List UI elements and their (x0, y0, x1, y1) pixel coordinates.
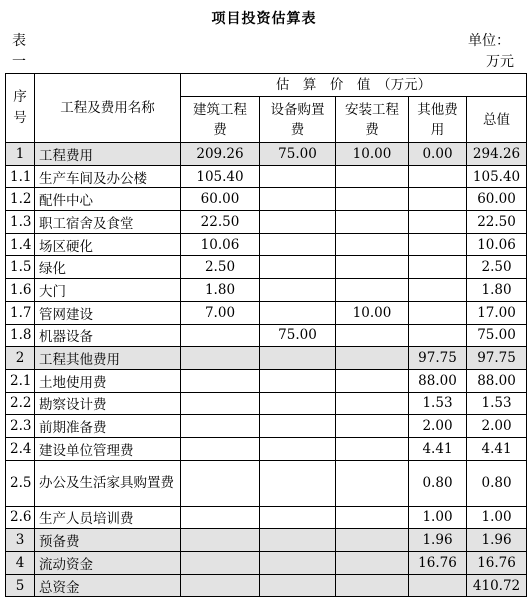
cell-installation (336, 165, 409, 188)
table-row (6, 233, 527, 256)
cell-total: 2.00 (467, 415, 527, 438)
cell-construction: 10.06 (181, 233, 260, 256)
table-row (6, 301, 527, 324)
cell-total: 16.76 (467, 552, 527, 575)
cell-total: 1.00 (467, 506, 527, 529)
cell-total: 410.72 (467, 574, 527, 597)
header-other: 其他费用 (409, 97, 467, 143)
header-name: 工程及费用名称 (35, 74, 181, 143)
cell-installation: 10.00 (336, 301, 409, 324)
cell-total: 75.00 (467, 324, 527, 347)
cell-total: 1.96 (467, 529, 527, 552)
row-seq: 2.6 (6, 506, 35, 529)
row-name: 场区硬化 (35, 233, 181, 256)
cell-construction: 2.50 (181, 256, 260, 279)
table-row (6, 574, 527, 597)
cell-other: 0.00 (409, 143, 467, 166)
row-name: 办公及生活家具购置费 (35, 460, 181, 506)
cell-total: 1.80 (467, 279, 527, 302)
header-equipment: 设备购置费 (260, 97, 336, 143)
table-label-line-2: 一 (12, 54, 26, 70)
row-seq: 2.3 (6, 415, 35, 438)
unit-label-line-2: 万元 (486, 54, 514, 70)
table-label (12, 31, 26, 73)
table-row (6, 279, 527, 302)
cell-equipment (260, 256, 336, 279)
table-row (6, 552, 527, 575)
cell-other: 97.75 (409, 347, 467, 370)
cell-equipment (260, 415, 336, 438)
cell-equipment: 75.00 (260, 143, 336, 166)
cell-installation (336, 256, 409, 279)
cell-total: 88.00 (467, 369, 527, 392)
investment-estimate-table (5, 73, 527, 597)
table-row (6, 369, 527, 392)
cell-construction (181, 552, 260, 575)
cell-other (409, 574, 467, 597)
table-row (6, 529, 527, 552)
row-seq: 2 (6, 347, 35, 370)
row-seq: 2.5 (6, 460, 35, 506)
cell-other (409, 211, 467, 234)
cell-construction (181, 437, 260, 460)
cell-other (409, 256, 467, 279)
row-seq: 1.2 (6, 188, 35, 211)
cell-installation (336, 233, 409, 256)
row-seq: 3 (6, 529, 35, 552)
row-name: 机器设备 (35, 324, 181, 347)
cell-construction (181, 369, 260, 392)
cell-installation (336, 460, 409, 506)
cell-total: 1.53 (467, 392, 527, 415)
row-name: 工程费用 (35, 143, 181, 166)
cell-other: 1.00 (409, 506, 467, 529)
row-name: 土地使用费 (35, 369, 181, 392)
table-row (6, 392, 527, 415)
row-seq: 2.4 (6, 437, 35, 460)
cell-other: 2.00 (409, 415, 467, 438)
row-name: 前期准备费 (35, 415, 181, 438)
cell-installation (336, 437, 409, 460)
row-seq: 1.7 (6, 301, 35, 324)
table-row (6, 506, 527, 529)
row-seq: 5 (6, 574, 35, 597)
table-row (6, 324, 527, 347)
cell-installation (336, 211, 409, 234)
header-estimate: 估 算 价 值 （万元） (181, 74, 527, 97)
row-name: 配件中心 (35, 188, 181, 211)
page-title: 项目投资估算表 (211, 11, 317, 27)
table-row (6, 415, 527, 438)
cell-construction (181, 324, 260, 347)
cell-equipment (260, 437, 336, 460)
cell-construction: 7.00 (181, 301, 260, 324)
row-seq: 4 (6, 552, 35, 575)
cell-construction: 22.50 (181, 211, 260, 234)
row-seq: 1 (6, 143, 35, 166)
cell-installation (336, 552, 409, 575)
cell-other (409, 233, 467, 256)
row-seq: 2.2 (6, 392, 35, 415)
cell-other (409, 279, 467, 302)
cell-construction (181, 529, 260, 552)
row-name: 职工宿舍及食堂 (35, 211, 181, 234)
row-name: 勘察设计费 (35, 392, 181, 415)
row-name: 管网建设 (35, 301, 181, 324)
cell-total: 17.00 (467, 301, 527, 324)
row-seq: 1.1 (6, 165, 35, 188)
table-row (6, 460, 527, 506)
header-total: 总值 (467, 97, 527, 143)
table-row (6, 211, 527, 234)
cell-construction: 60.00 (181, 188, 260, 211)
cell-other (409, 301, 467, 324)
row-seq: 1.4 (6, 233, 35, 256)
cell-installation (336, 529, 409, 552)
cell-construction (181, 574, 260, 597)
header-installation: 安装工程费 (336, 97, 409, 143)
cell-other: 16.76 (409, 552, 467, 575)
row-name: 建设单位管理费 (35, 437, 181, 460)
cell-other: 0.80 (409, 460, 467, 506)
cell-equipment (260, 460, 336, 506)
row-name: 生产车间及办公楼 (35, 165, 181, 188)
cell-equipment (260, 233, 336, 256)
table-row (6, 143, 527, 166)
cell-total: 294.26 (467, 143, 527, 166)
cell-other: 1.53 (409, 392, 467, 415)
cell-equipment (260, 165, 336, 188)
table-row (6, 256, 527, 279)
cell-construction: 1.80 (181, 279, 260, 302)
cell-other (409, 188, 467, 211)
cell-installation: 10.00 (336, 143, 409, 166)
cell-construction: 209.26 (181, 143, 260, 166)
row-name: 预备费 (35, 529, 181, 552)
table-row (6, 437, 527, 460)
cell-construction (181, 460, 260, 506)
cell-installation (336, 279, 409, 302)
cell-other: 1.96 (409, 529, 467, 552)
cell-equipment (260, 574, 336, 597)
cell-construction (181, 415, 260, 438)
cell-installation (336, 369, 409, 392)
cell-total: 105.40 (467, 165, 527, 188)
cell-equipment (260, 369, 336, 392)
cell-other: 88.00 (409, 369, 467, 392)
unit-label (468, 31, 514, 73)
unit-label-line-1: 单位： (468, 33, 510, 49)
cell-equipment (260, 279, 336, 302)
row-seq: 1.6 (6, 279, 35, 302)
row-name: 工程其他费用 (35, 347, 181, 370)
cell-other (409, 165, 467, 188)
cell-installation (336, 574, 409, 597)
cell-equipment (260, 552, 336, 575)
cell-installation (336, 392, 409, 415)
cell-construction: 105.40 (181, 165, 260, 188)
cell-equipment (260, 188, 336, 211)
cell-total: 60.00 (467, 188, 527, 211)
cell-equipment (260, 347, 336, 370)
cell-installation (336, 324, 409, 347)
row-seq: 1.8 (6, 324, 35, 347)
row-seq: 1.3 (6, 211, 35, 234)
cell-total: 97.75 (467, 347, 527, 370)
cell-installation (336, 188, 409, 211)
cell-installation (336, 415, 409, 438)
cell-construction (181, 392, 260, 415)
cell-equipment (260, 211, 336, 234)
cell-installation (336, 506, 409, 529)
cell-equipment (260, 301, 336, 324)
row-name: 总资金 (35, 574, 181, 597)
cell-other (409, 324, 467, 347)
cell-construction (181, 506, 260, 529)
cell-other: 4.41 (409, 437, 467, 460)
cell-equipment (260, 506, 336, 529)
cell-equipment (260, 392, 336, 415)
table-row (6, 165, 527, 188)
cell-equipment: 75.00 (260, 324, 336, 347)
cell-total: 2.50 (467, 256, 527, 279)
row-name: 大门 (35, 279, 181, 302)
cell-total: 22.50 (467, 211, 527, 234)
table-row (6, 347, 527, 370)
header-construction: 建筑工程费 (181, 97, 260, 143)
table-row (6, 188, 527, 211)
cell-total: 4.41 (467, 437, 527, 460)
row-name: 流动资金 (35, 552, 181, 575)
row-seq: 1.5 (6, 256, 35, 279)
row-name: 生产人员培训费 (35, 506, 181, 529)
cell-total: 10.06 (467, 233, 527, 256)
row-seq: 2.1 (6, 369, 35, 392)
cell-total: 0.80 (467, 460, 527, 506)
cell-installation (336, 347, 409, 370)
cell-construction (181, 347, 260, 370)
table-label-line-1: 表 (12, 33, 26, 49)
row-name: 绿化 (35, 256, 181, 279)
cell-equipment (260, 529, 336, 552)
header-seq: 序号 (6, 74, 35, 143)
